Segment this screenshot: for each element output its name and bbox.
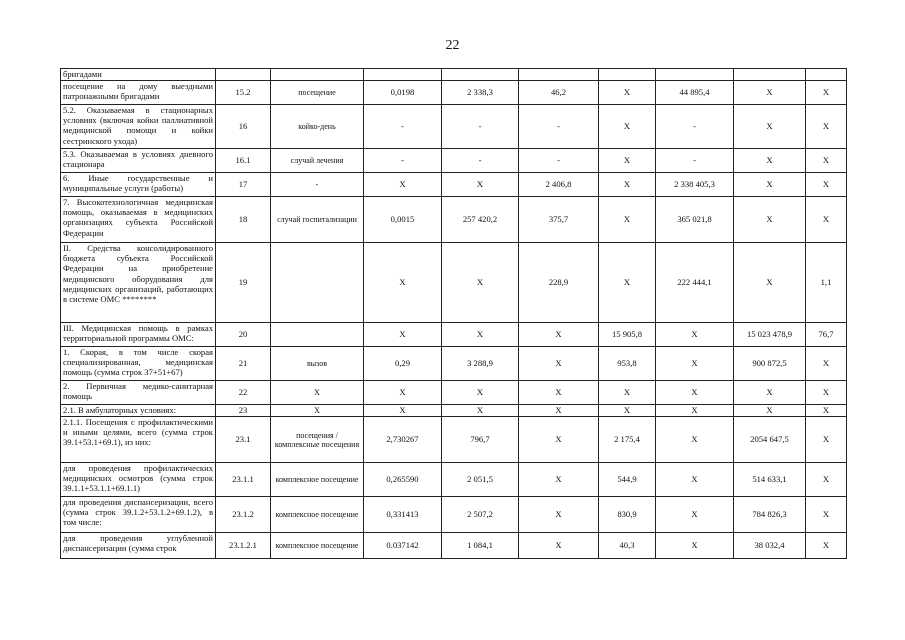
table-cell: X — [599, 173, 656, 197]
table-cell: X — [442, 381, 519, 405]
table-cell — [271, 69, 364, 81]
table-cell: X — [806, 405, 847, 417]
table-cell: X — [734, 243, 806, 323]
table-cell: - — [364, 105, 442, 149]
table-cell: 16.1 — [216, 149, 271, 173]
table-cell: X — [599, 149, 656, 173]
table-cell: случай госпитализации — [271, 197, 364, 243]
table-cell: комплексное посещение — [271, 533, 364, 559]
row-name-cell: 2.1. В амбулаторных условиях: — [61, 405, 216, 417]
table-cell: X — [271, 405, 364, 417]
table-cell: X — [806, 533, 847, 559]
table-cell: X — [656, 497, 734, 533]
table-cell: X — [734, 173, 806, 197]
table-cell: 23.1.2.1 — [216, 533, 271, 559]
table-cell: X — [519, 323, 599, 347]
table-cell: X — [364, 381, 442, 405]
table-cell: посещение — [271, 81, 364, 105]
table-cell: X — [364, 243, 442, 323]
table-cell: 0,265590 — [364, 463, 442, 497]
page-number: 22 — [445, 38, 460, 53]
table-cell: X — [442, 243, 519, 323]
row-name-cell: 5.2. Оказываемая в стационарных условиях (включая койки паллиативной медицинской помощи и койки сестринского ухода) — [61, 105, 216, 149]
table-cell: X — [599, 105, 656, 149]
table-cell — [656, 69, 734, 81]
row-name-cell: II. Средства консолидированного бюджета субъекта Российской Федерации на приобретение медицинского оборудования для медицинских организаций, работающих в системе ОМС ******** — [61, 243, 216, 323]
table-cell: - — [519, 105, 599, 149]
table-cell: 2 338,3 — [442, 81, 519, 105]
table-cell: 23.1 — [216, 417, 271, 463]
financing-table — [60, 68, 847, 559]
table-cell: 514 633,1 — [734, 463, 806, 497]
table-cell — [271, 323, 364, 347]
table-cell: X — [271, 381, 364, 405]
table-row — [61, 81, 847, 105]
table-cell — [734, 69, 806, 81]
table-cell: X — [364, 405, 442, 417]
table-cell — [271, 243, 364, 323]
table-cell: 796,7 — [442, 417, 519, 463]
table-cell: X — [656, 417, 734, 463]
table-cell: X — [734, 149, 806, 173]
table-cell: X — [734, 405, 806, 417]
row-name-cell: 2. Первичная медико-санитарная помощь — [61, 381, 216, 405]
table-row — [61, 533, 847, 559]
row-name-cell: для проведения диспансеризации, всего (сумма строк 39.1.2+53.1.2+69.1.2), в том числе: — [61, 497, 216, 533]
table-cell: 38 032,4 — [734, 533, 806, 559]
table-cell: X — [656, 323, 734, 347]
table-cell: X — [442, 323, 519, 347]
table-cell: X — [599, 405, 656, 417]
table-cell — [806, 69, 847, 81]
table-cell: - — [442, 149, 519, 173]
table-cell: X — [806, 347, 847, 381]
table-cell: 18 — [216, 197, 271, 243]
table-row — [61, 405, 847, 417]
table-cell: 953,8 — [599, 347, 656, 381]
table-cell: X — [734, 105, 806, 149]
table-cell: 2054 647,5 — [734, 417, 806, 463]
table-cell: 16 — [216, 105, 271, 149]
table-cell — [442, 69, 519, 81]
table-cell: 375,7 — [519, 197, 599, 243]
table-row — [61, 323, 847, 347]
table-cell: 222 444,1 — [656, 243, 734, 323]
table-cell: X — [599, 243, 656, 323]
table-row — [61, 417, 847, 463]
table-row — [61, 69, 847, 81]
table-cell: 0,29 — [364, 347, 442, 381]
table-cell: X — [364, 323, 442, 347]
table-cell: - — [364, 149, 442, 173]
table-cell — [216, 69, 271, 81]
table-cell: X — [519, 417, 599, 463]
table-cell: вызов — [271, 347, 364, 381]
table-cell: X — [519, 347, 599, 381]
table-row — [61, 105, 847, 149]
table-cell: 3 288,9 — [442, 347, 519, 381]
table-cell: 830,9 — [599, 497, 656, 533]
table-row — [61, 497, 847, 533]
table-row — [61, 463, 847, 497]
table-row — [61, 173, 847, 197]
row-name-cell: бригадами — [61, 69, 216, 81]
table-cell: 23.1.2 — [216, 497, 271, 533]
table-cell: 228,9 — [519, 243, 599, 323]
table-cell — [364, 69, 442, 81]
table-cell: X — [806, 463, 847, 497]
table-cell: X — [442, 405, 519, 417]
table-cell: X — [442, 173, 519, 197]
table-cell: 2,730267 — [364, 417, 442, 463]
table-cell: X — [656, 405, 734, 417]
table-cell: 544,9 — [599, 463, 656, 497]
table-cell: 21 — [216, 347, 271, 381]
table-cell: 15 905,8 — [599, 323, 656, 347]
table-cell — [599, 69, 656, 81]
table-cell: 0,0198 — [364, 81, 442, 105]
table-row — [61, 347, 847, 381]
table-cell: 76,7 — [806, 323, 847, 347]
row-name-cell: 2.1.1. Посещения с профилактическими и иными целями, всего (сумма строк 39.1+53.1+69.1), из них: — [61, 417, 216, 463]
table-cell: 2 338 405,3 — [656, 173, 734, 197]
table-row — [61, 243, 847, 323]
table-cell: X — [519, 533, 599, 559]
table-cell: 22 — [216, 381, 271, 405]
table-cell: - — [442, 105, 519, 149]
table-cell: - — [656, 105, 734, 149]
table-cell: X — [519, 405, 599, 417]
table-cell: 2 406,8 — [519, 173, 599, 197]
row-name-cell: 6. Иные государственные и муниципальные услуги (работы) — [61, 173, 216, 197]
table-cell: комплексное посещение — [271, 497, 364, 533]
table-cell: койко-день — [271, 105, 364, 149]
table-cell: X — [519, 497, 599, 533]
table-cell: 1 084,1 — [442, 533, 519, 559]
table-cell: 257 420,2 — [442, 197, 519, 243]
table-cell: X — [734, 81, 806, 105]
row-name-cell: 7. Высокотехнологичная медицинская помощь, оказываемая в медицинских организациях субъекта Российской Федерации — [61, 197, 216, 243]
table-cell: X — [599, 197, 656, 243]
table-cell: X — [806, 197, 847, 243]
table-cell: X — [806, 173, 847, 197]
table-cell: - — [656, 149, 734, 173]
row-name-cell: посещение на дому выездными патронажными бригадами — [61, 81, 216, 105]
table-cell: 17 — [216, 173, 271, 197]
table-cell: 23.1.1 — [216, 463, 271, 497]
table-cell: 0,331413 — [364, 497, 442, 533]
table-cell: X — [806, 381, 847, 405]
table-cell: - — [271, 173, 364, 197]
table-cell: 0,0015 — [364, 197, 442, 243]
table-cell: X — [519, 463, 599, 497]
table-cell: X — [734, 381, 806, 405]
row-name-cell: 5.3. Оказываемая в условиях дневного стационара — [61, 149, 216, 173]
table-cell: X — [806, 105, 847, 149]
table-cell: 19 — [216, 243, 271, 323]
table-cell: 784 826,3 — [734, 497, 806, 533]
table-cell: 15 023 478,9 — [734, 323, 806, 347]
table-cell — [519, 69, 599, 81]
table-cell: 365 021,8 — [656, 197, 734, 243]
table-cell: X — [656, 381, 734, 405]
table-cell: 15.2 — [216, 81, 271, 105]
table-cell: X — [519, 381, 599, 405]
table-cell: случай лечения — [271, 149, 364, 173]
table-row — [61, 149, 847, 173]
table-cell: 23 — [216, 405, 271, 417]
row-name-cell: 1. Скорая, в том числе скорая специализированная, медицинская помощь (сумма строк 37+51+67) — [61, 347, 216, 381]
table-cell: X — [734, 197, 806, 243]
table-cell: X — [806, 149, 847, 173]
table-cell: 40,3 — [599, 533, 656, 559]
table-cell: X — [656, 533, 734, 559]
table-cell: X — [656, 463, 734, 497]
table-cell: 2 051,5 — [442, 463, 519, 497]
table-cell: - — [519, 149, 599, 173]
row-name-cell: для проведения углубленной диспансеризации (сумма строк — [61, 533, 216, 559]
table-cell: 44 895,4 — [656, 81, 734, 105]
table-cell: X — [364, 173, 442, 197]
table-cell: 20 — [216, 323, 271, 347]
table-cell: X — [599, 381, 656, 405]
table-cell: X — [599, 81, 656, 105]
table-cell: 900 872,5 — [734, 347, 806, 381]
table-cell: X — [806, 497, 847, 533]
table-cell: комплексное посещение — [271, 463, 364, 497]
table-cell: 1,1 — [806, 243, 847, 323]
row-name-cell: для проведения профилактических медицинских осмотров (сумма строк 39.1.1+53.1.1+69.1.1) — [61, 463, 216, 497]
row-name-cell: III. Медицинская помощь в рамках территориальной программы ОМС: — [61, 323, 216, 347]
table-cell: 2 507,2 — [442, 497, 519, 533]
table-body — [61, 69, 847, 559]
table-cell: 0.037142 — [364, 533, 442, 559]
table-cell: X — [806, 81, 847, 105]
table-cell: 46,2 — [519, 81, 599, 105]
table-cell: X — [656, 347, 734, 381]
table-cell: посещения / комплексные посещения — [271, 417, 364, 463]
table-cell: X — [806, 417, 847, 463]
table-row — [61, 197, 847, 243]
table-cell: 2 175,4 — [599, 417, 656, 463]
table-row — [61, 381, 847, 405]
